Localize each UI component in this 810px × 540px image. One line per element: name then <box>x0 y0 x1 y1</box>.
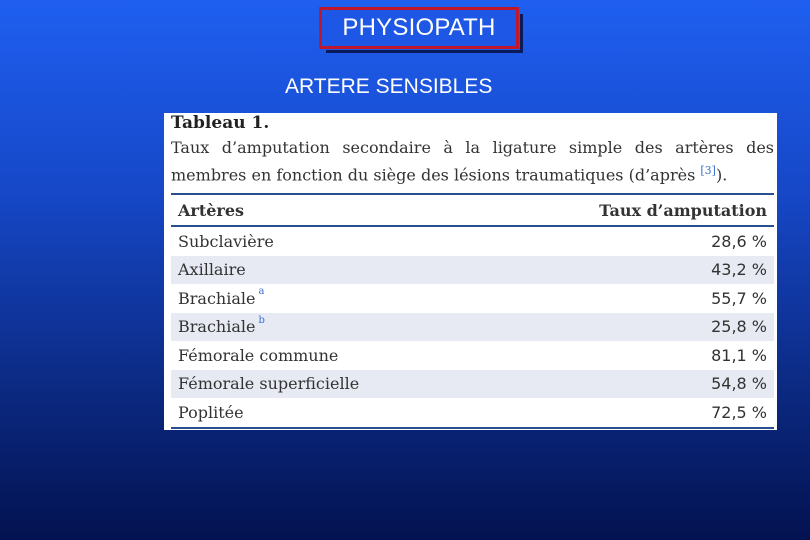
table-row <box>171 284 774 313</box>
slide-subtitle: ARTERE SENSIBLES <box>285 75 493 98</box>
rate-cell: 28,6 % <box>711 231 767 251</box>
column-header-rate: Taux d’amputation <box>599 200 767 220</box>
amputation-table <box>171 193 774 429</box>
table-row <box>171 256 774 285</box>
artery-name: Brachiale <box>178 317 256 337</box>
slide-title-box <box>319 7 519 49</box>
artery-cell <box>178 374 362 393</box>
rate-cell: 55,7 % <box>711 288 767 308</box>
artery-cell <box>178 314 265 337</box>
artery-note: b <box>258 314 265 326</box>
rate-cell: 81,1 % <box>711 345 767 365</box>
caption-text: Taux d’amputation secondaire à la ligature simple des artères des membres en fonction du siège des lésions traumatiques (d’après <box>171 138 774 185</box>
artery-cell <box>178 232 277 251</box>
artery-note: a <box>258 286 265 298</box>
artery-cell <box>178 346 341 365</box>
artery-name: Fémorale superficielle <box>178 374 360 394</box>
artery-name: Fémorale commune <box>178 345 339 365</box>
table-row <box>171 227 774 256</box>
column-header-arteries: Artères <box>178 200 245 220</box>
table-row <box>171 341 774 370</box>
table-row <box>171 313 774 342</box>
table-body <box>171 227 774 427</box>
artery-name: Axillaire <box>178 260 246 280</box>
caption-end: ). <box>715 165 728 185</box>
table-caption <box>171 136 774 186</box>
artery-name: Subclavière <box>178 231 274 251</box>
artery-cell <box>178 403 247 422</box>
artery-name: Brachiale <box>178 288 256 308</box>
slide-title: PHYSIOPATH <box>342 14 496 41</box>
table-row <box>171 398 774 427</box>
table-header-row <box>171 195 774 227</box>
table-image-panel <box>164 113 777 430</box>
artery-cell <box>178 260 249 279</box>
artery-name: Poplitée <box>178 402 244 422</box>
caption-reference: [3] <box>700 164 716 177</box>
table-row <box>171 370 774 399</box>
table-label: Tableau 1. <box>171 113 270 133</box>
rate-cell: 54,8 % <box>711 374 767 394</box>
artery-cell <box>178 286 265 308</box>
rate-cell: 43,2 % <box>711 260 767 280</box>
rate-cell: 72,5 % <box>711 402 767 422</box>
rate-cell: 25,8 % <box>711 317 767 337</box>
